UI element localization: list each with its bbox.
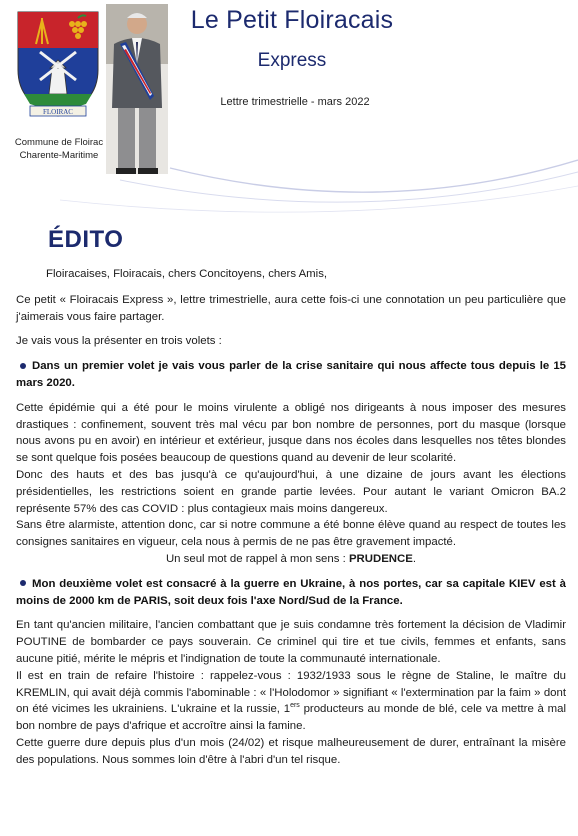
reminder-line	[16, 551, 566, 568]
commune-line-2: Charente-Maritime	[19, 150, 99, 161]
newsletter-header	[0, 0, 578, 190]
reminder-prefix: Un seul mot de rappel à mon sens :	[165, 552, 346, 565]
volets-intro: Je vais vous la présenter en trois volets :	[16, 335, 222, 348]
section-heading: ÉDITO	[48, 226, 124, 253]
bullet-point-1	[16, 358, 566, 392]
paragraph: Cette guerre dure depuis plus d'un mois (24/02) et risque malheureusement de durer, entraînant la misère des populations. Nous sommes loin d'être à l'abri d'un tel risque.	[16, 736, 566, 766]
issue-date: Lettre trimestrielle - mars 2022	[220, 96, 370, 108]
crest-banner-text: FLOIRAC	[43, 108, 73, 116]
newsletter-subtitle: Express	[257, 50, 327, 71]
editorial-body	[16, 266, 566, 769]
decorative-swoosh	[0, 150, 578, 220]
bullet-point-2	[16, 576, 566, 610]
reminder-suffix: .	[412, 552, 417, 565]
mayor-photo	[106, 4, 168, 174]
paragraph	[16, 668, 566, 735]
paragraph: En tant qu'ancien militaire, l'ancien combattant que je suis condamne très fortement la décision de Vladimir POUTINE de bombarder ce pays souverain. Ce criminel qui tire et tue civils, femmes et enfants, sans aucune pitié, mérite le mépris et l'indignation de toute la communauté internationale.	[16, 619, 566, 665]
bullet-1-text: Dans un premier volet je vais vous parler de la crise sanitaire qui nous affecte tous depuis le 15 mars 2020.	[16, 360, 566, 389]
reminder-word: PRUDENCE	[348, 552, 413, 565]
bullet-2-text: Mon deuxième volet est consacré à la guerre en Ukraine, à nos portes, car sa capitale KIEV est à moins de 2000 km de PARIS, soit deux fois l'axe Nord/Sud de la France.	[16, 577, 566, 607]
paragraph: Sans être alarmiste, attention donc, car si notre commune a été bonne élève quand au respect de toutes les consignes sanitaires en vigueur, cela nous à permis de ne pas être gravement impacté.	[16, 519, 566, 549]
commune-crest-icon	[14, 8, 102, 120]
bullet-icon	[20, 363, 26, 369]
ordinal-suffix: ers	[290, 702, 300, 710]
newsletter-title: Le Petit Floiracais	[190, 6, 394, 34]
paragraph: Cette épidémie qui a été pour le moins virulente a obligé nos dirigeants à nous imposer des mesures drastiques : confinement, souvent très mal vécu par bon nombre de personnes, port du masque (lorsque nous avons pu en avoir) en intérieur et extérieur, jusque dans nos écoles dans lesquelles nos têtes blondes se sont quelque fois posées beaucoup de questions quand au devenir de leur scolarité.	[16, 401, 566, 465]
paragraph-start: Il est en train de refaire l'histoire : rappelez-vous : 1932/1933 sous le règne de Staline, le maître du KREMLIN, qui avait déjà commis l'abominable : « l'Holodomor » signifiant « l'extermination par la faim » dont on été vicimes les ukrainiens. L'ukraine et la russie, 1	[16, 669, 566, 716]
intro-paragraph: Ce petit « Floiracais Express », lettre trimestrielle, aura cette fois-ci une connotation un peu particulière que j'aimerais vous faire partager.	[16, 293, 566, 323]
greeting: Floiracaises, Floiracais, chers Concitoyens, chers Amis,	[46, 268, 328, 280]
paragraph-end: producteurs au monde de blé, cele va mettre à mal bon nombre de pays d'afrique et accroître ainsi la famine.	[16, 703, 566, 733]
paragraph: Donc des hauts et des bas jusqu'à ce qu'aujourd'hui, à une dizaine de jours avant les élections présidentielles, les restrictions soient en grande partie levées. Pour autant le variant Omicron BA.2 représente 57% des cas COVID : plus contagieux mais moins dangereux.	[16, 468, 566, 515]
commune-line-1: Commune de Floirac	[14, 137, 104, 148]
bullet-icon	[20, 580, 26, 586]
